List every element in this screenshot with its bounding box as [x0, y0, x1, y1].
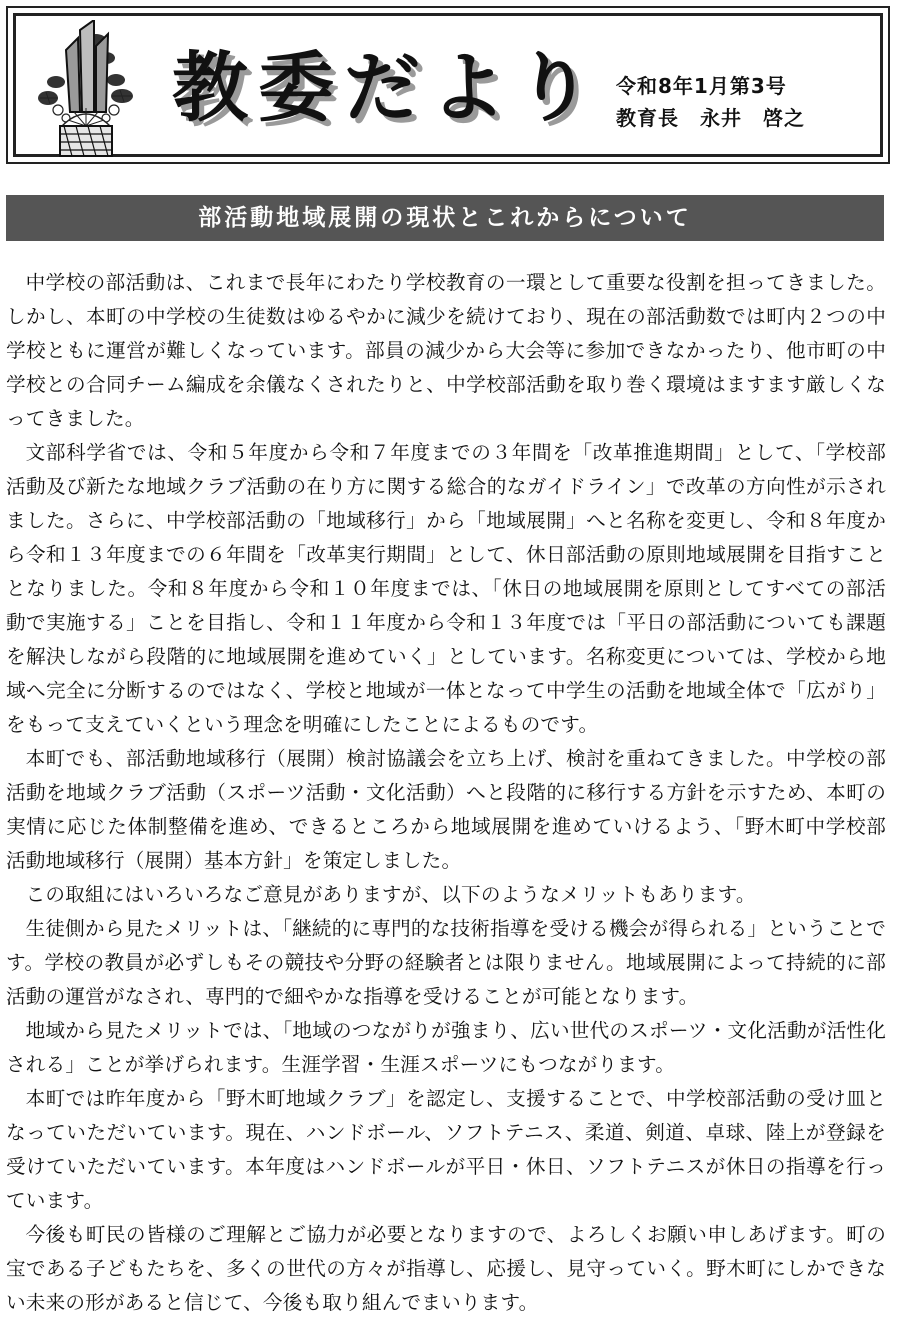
- kadomatsu-icon: [36, 20, 136, 160]
- newsletter-title: 教委だより: [172, 43, 602, 132]
- paragraph: 本町では昨年度から「野木町地域クラブ」を認定し、支援することで、中学校部活動の受け皿となっていただいています。現在、ハンドボール、ソフトテニス、柔道、剣道、卓球、陸上が登録を受けていただいています。本年度はハンドボールが平日・休日、ソフトテニスが休日の指導を行っています。: [6, 1087, 886, 1212]
- issue-info: [616, 70, 805, 134]
- paragraph: 今後も町民の皆様のご理解とご協力が必要となりますので、よろしくお願い申しあげます。町の宝である子どもたちを、多くの世代の方々が指導し、応援し、見守っていく。野木町にしかできない未来の形があると信じて、今後も取り組んでまいります。: [6, 1223, 886, 1314]
- article-body: [6, 266, 886, 1320]
- paragraph: 生徒側から見たメリットは、「継続的に専門的な技術指導を受ける機会が得られる」ということです。学校の教員が必ずしもその競技や分野の経験者とは限りません。地域展開によって持続的に部活動の運営がなされ、専門的で細やかな指導を受けることが可能となります。: [6, 917, 886, 1008]
- masthead: [6, 6, 890, 164]
- paragraph: 文部科学省では、令和５年度から令和７年度までの３年間を「改革推進期間」として、「学校部活動及び新たな地域クラブ活動の在り方に関する総合的なガイドライン」で改革の方向性が示されました。さらに、中学校部活動の「地域移行」から「地域展開」へと名称を変更し、令和８年度から令和１３年度までの６年間を「改革実行期間」として、休日部活動の原則地域展開を目指すこととなりました。令和８年度から令和１０年度までは、「休日の地域展開を原則としてすべての部活動で実施する」ことを目指し、令和１１年度から令和１３年度では「平日の部活動についても課題を解決しながら段階的に地域展開を進めていく」としています。名称変更については、学校から地域へ完全に分断するのではなく、学校と地域が一体となって中学生の活動を地域全体で「広がり」をもって支えていくという理念を明確にしたことによるものです。: [6, 441, 886, 736]
- section-heading: 部活動地域展開の現状とこれからについて: [198, 205, 692, 231]
- paragraph: 本町でも、部活動地域移行（展開）検討協議会を立ち上げ、検討を重ねてきました。中学校の部活動を地域クラブ活動（スポーツ活動・文化活動）へと段階的に移行する方針を示すため、本町の実情に応じた体制整備を進め、できるところから地域展開を進めていけるよう、「野木町中学校部活動地域移行（展開）基本方針」を策定しました。: [6, 747, 886, 872]
- author-line: 教育長 永井 啓之: [616, 106, 805, 130]
- paragraph: 中学校の部活動は、これまで長年にわたり学校教育の一環として重要な役割を担ってきました。しかし、本町の中学校の生徒数はゆるやかに減少を続けており、現在の部活動数では町内２つの中学校ともに運営が難しくなっています。部員の減少から大会等に参加できなかったり、他市町の中学校との合同チーム編成を余儀なくされたりと、中学校部活動を取り巻く環境はますます厳しくなってきました。: [6, 271, 886, 430]
- issue-number: 令和8年1月第3号: [616, 74, 787, 98]
- paragraph: 地域から見たメリットでは、「地域のつながりが強まり、広い世代のスポーツ・文化活動が活性化される」ことが挙げられます。生涯学習・生涯スポーツにもつながります。: [6, 1019, 886, 1076]
- paragraph: この取組にはいろいろなご意見がありますが、以下のようなメリットもあります。: [25, 883, 756, 906]
- masthead-inner-frame: [13, 13, 883, 157]
- section-heading-bar: [6, 195, 884, 241]
